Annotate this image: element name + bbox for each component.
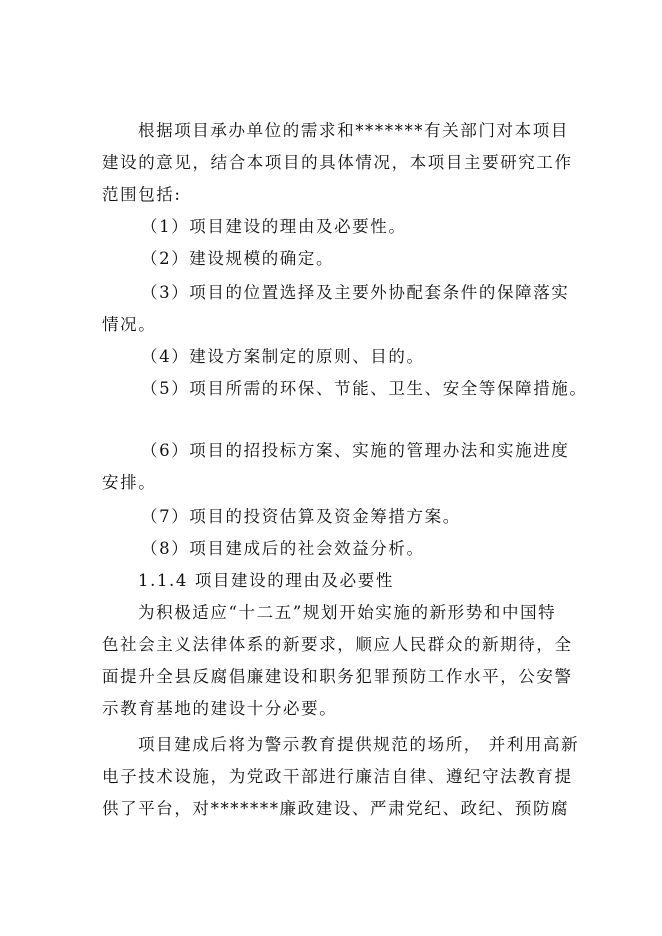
para2-line-1: 项目建成后将为警示教育提供规范的场所， 并利用高新 bbox=[138, 735, 580, 754]
section-heading: 1.1.4 项目建设的理由及必要性 bbox=[138, 571, 394, 590]
item-4: （4）建设方案制定的原则、目的。 bbox=[141, 347, 425, 366]
item-6-cont: 安排。 bbox=[102, 473, 157, 492]
para2-line-2: 电子技术设施，为党政干部进行廉洁自律、遵纪守法教育提 bbox=[102, 767, 573, 786]
item-8: （8）项目建成后的社会效益分析。 bbox=[141, 539, 425, 558]
para1-line-3: 面提升全县反腐倡廉建设和职务犯罪预防工作水平，公安警 bbox=[102, 667, 573, 686]
item-6: （6）项目的招投标方案、实施的管理办法和实施进度 bbox=[141, 441, 570, 460]
para1-line-2: 色社会主义法律体系的新要求，顺应人民群众的新期待，全 bbox=[102, 635, 573, 654]
item-5: （5）项目所需的环保、节能、卫生、安全等保障措施。 bbox=[141, 379, 588, 398]
item-7: （7）项目的投资估算及资金筹措方案。 bbox=[141, 507, 461, 526]
intro-line-3: 范围包括: bbox=[102, 185, 182, 204]
para1-line-4: 示教育基地的建设十分必要。 bbox=[102, 699, 338, 718]
para1-line-1: 为积极适应“十二五”规划开始实施的新形势和中国特 bbox=[138, 603, 557, 622]
intro-line-1: 根据项目承办单位的需求和*******有关部门对本项目 bbox=[138, 121, 569, 140]
item-2: （2）建设规模的确定。 bbox=[141, 249, 335, 268]
intro-line-2: 建设的意见，结合本项目的具体情况，本项目主要研究工作 bbox=[102, 153, 573, 172]
item-3: （3）项目的位置选择及主要外协配套条件的保障落实 bbox=[141, 283, 570, 302]
para2-line-3: 供了平台，对*******廉政建设、严肃党纪、政纪、预防腐 bbox=[102, 799, 570, 818]
item-1: （1）项目建设的理由及必要性。 bbox=[141, 217, 407, 236]
item-3-cont: 情况。 bbox=[102, 315, 157, 334]
